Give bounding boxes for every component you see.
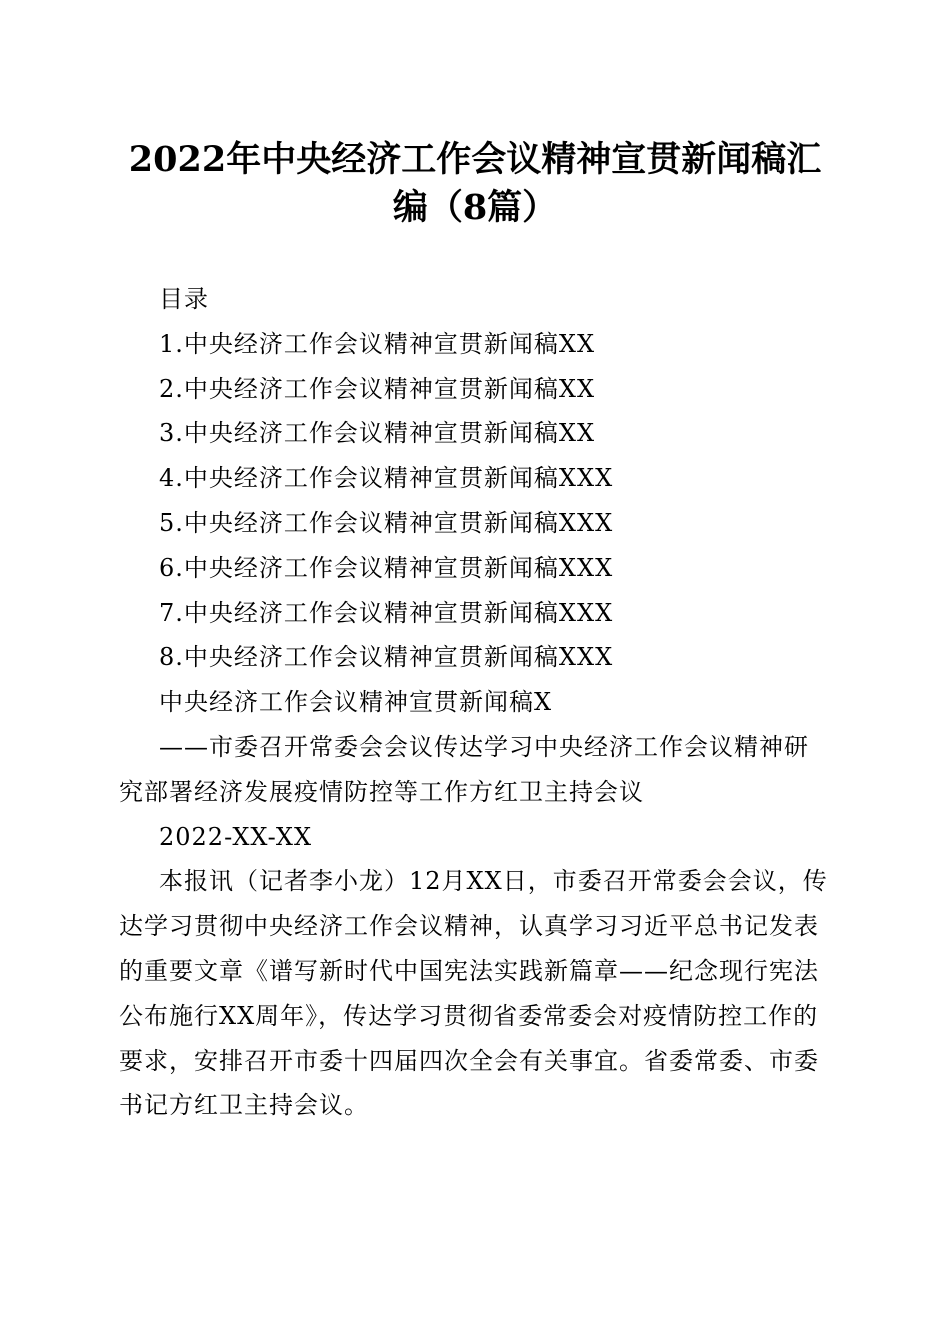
article-subtitle: ——市委召开常委会会议传达学习中央经济工作会议精神研究部署经济发展疫情防控等工作方红卫主持会议 bbox=[119, 732, 809, 806]
toc-item-6: 6.中央经济工作会议精神宣贯新闻稿XXX bbox=[159, 553, 614, 582]
toc-item-5: 5.中央经济工作会议精神宣贯新闻稿XXX bbox=[159, 508, 614, 537]
document-title bbox=[120, 136, 830, 232]
article-title: 中央经济工作会议精神宣贯新闻稿X bbox=[159, 688, 553, 717]
toc-item-8: 8.中央经济工作会议精神宣贯新闻稿XXX bbox=[159, 643, 614, 672]
article-paragraph: 本报讯（记者李小龙）12月XX日，市委召开常委会会议，传达学习贯彻中央经济工作会议精神，认真学习习近平总书记发表的重要文章《谱写新时代中国宪法实践新篇章——纪念现行宪法公布施行XX周年》，传达学习贯彻省委常委会对疫情防控工作的要求，安排召开市委十四届四次全会有关事宜。省委常委、市委书记方红卫主持会议。 bbox=[119, 867, 828, 1120]
toc-item-7: 7.中央经济工作会议精神宣贯新闻稿XXX bbox=[159, 598, 614, 627]
document-body bbox=[119, 277, 829, 1128]
title-line-2: 编（8篇） bbox=[392, 187, 558, 228]
toc-item-2: 2.中央经济工作会议精神宣贯新闻稿XX bbox=[159, 374, 596, 403]
toc-item-4: 4.中央经济工作会议精神宣贯新闻稿XXX bbox=[159, 464, 614, 493]
article-date: 2022-XX-XX bbox=[159, 822, 313, 851]
title-line-1: 2022年中央经济工作会议精神宣贯新闻稿汇 bbox=[128, 139, 822, 180]
toc-heading: 目录 bbox=[159, 285, 209, 313]
toc-item-1: 1.中央经济工作会议精神宣贯新闻稿XX bbox=[159, 329, 596, 358]
toc-item-3: 3.中央经济工作会议精神宣贯新闻稿XX bbox=[159, 419, 596, 448]
